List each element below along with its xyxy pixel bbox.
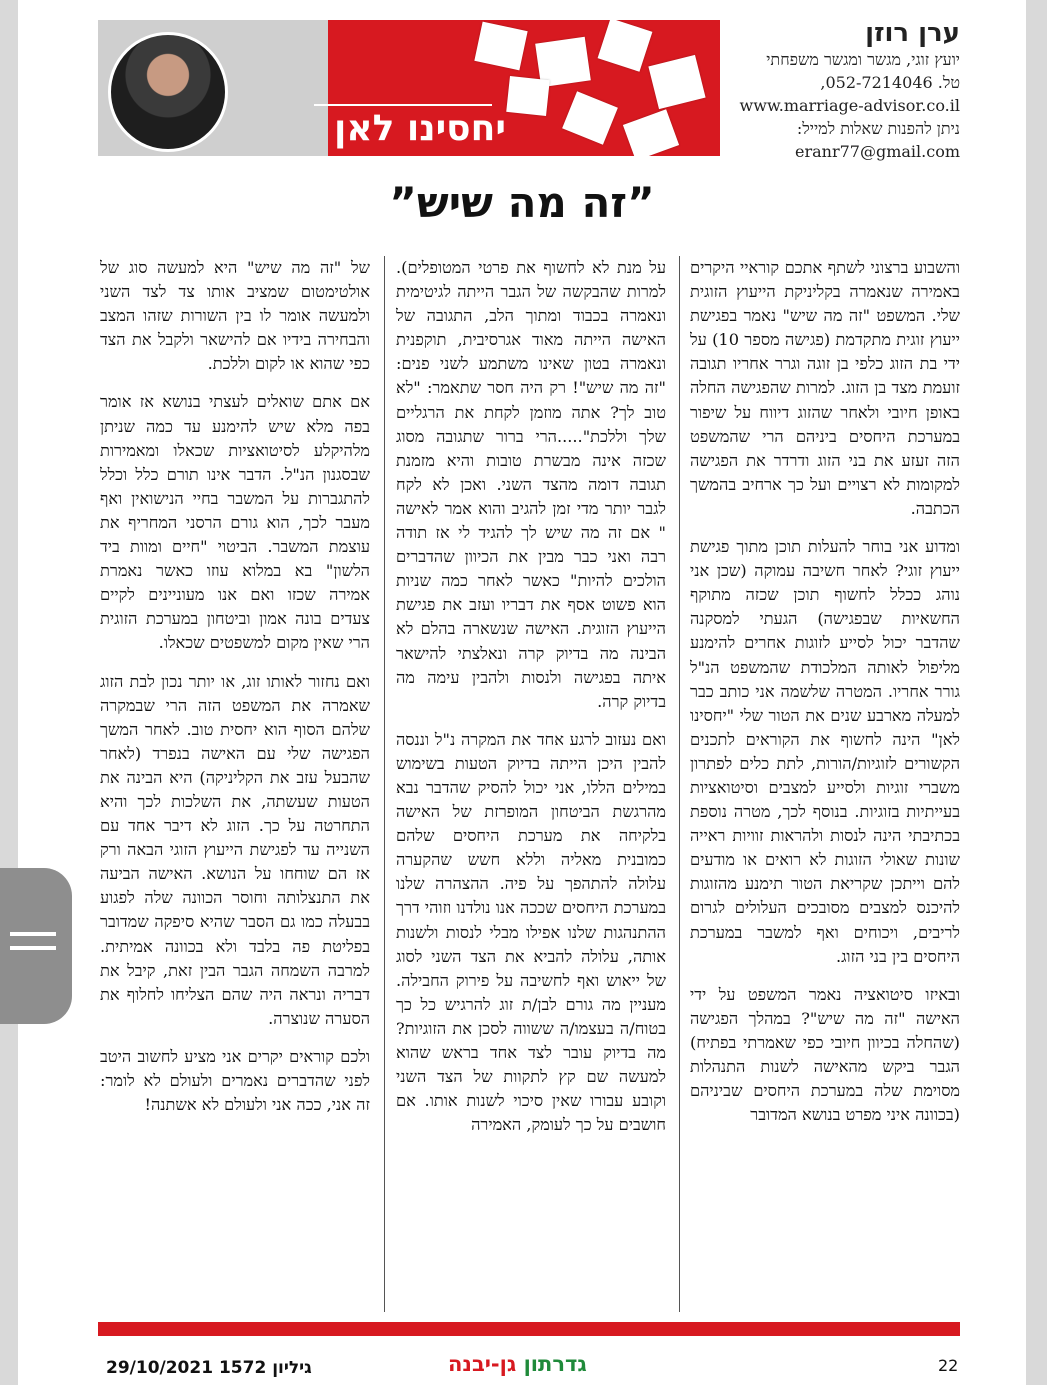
article-column-2: [396, 256, 666, 1312]
author-email-prompt: ניתן להפנות שאלות למייל:: [796, 119, 960, 138]
column-divider: [384, 256, 385, 1312]
author-box: [740, 18, 960, 163]
article-paragraph: אם אתם שואלים לעצתי בנושא אז אומר בפה מלא שיש להימנע עד כמה שניתן מלהיקלע לסיטואציות שכאלו ומאמירות שבסגנון הנ"ל. הדבר אינו תורם כלל וכלל להתגברות על המשבר בחיי הנישואין ואף מעבר לכך, הוא גורם הרסני המחריף את עוצמת המשבר. הביטוי "חיים ומוות ביד הלשון" בא במלוא עוזו כאשר נאמרת אמירה שכזו ואם אנו מעוניינים לקיים צעדים בונה אמון וביטחון במערכת הזוגית הרי שאין מקום למשפטים שכאלו.: [100, 392, 370, 653]
newspaper-page: [18, 0, 1026, 1385]
banner-paper-decoration: [598, 20, 653, 72]
author-name: ערן רוזן: [865, 18, 960, 48]
footer-red-bar: [98, 1322, 960, 1336]
banner-paper-decoration: [648, 55, 705, 109]
article-paragraph: ובאיזו סיטואציה נאמר המשפט על ידי האישה "זה מה שיש"? במהלך הפגישה (שהחלה בכיוון חיובי כפי שאמרתי בפתיח) הגבר ביקש מהאישה לשנות התנהלות מסוימת שלה במערכת היחסים שביניהם (בכוונה איני מפרט בנושא המדובר: [690, 984, 960, 1125]
article-paragraph: על מנת לא לחשוף את פרטי המטופלים). למרות שהבקשה של הגבר הייתה לגיטימית ונאמרה בכבוד ומתוך הלב, התגובה של האישה הייתה מאוד אגרסיבית, תוקפנית ונאמרה בטון שאינו משתמע לשני פנים: "זה מה שיש"! רק היה חסר שתאמר: "לא טוב לך? אתה מוזמן לקחת את הרגליים שלך וללכת".....הרי ברור שתגובה מסוג שכזה אינה מבשרת טובות והיא מזמנת תגובה דומה מהצד השני. ואכן לא לקח לגבר יותר מדי זמן להגיב והוא אמר לאישה " אם זה מה שיש לך להגיד לי אז תודה רבה ואני כבר מבין את הכיוון שהדברים הולכים להיות" כאשר לאחר כמה שניות הוא פשוט אסף את דבריו ועזב את פגישת הייעוץ הזוגית. האישה שנשארה בהלם לא הבינה מה בדיוק קרה ונאלצתי להישאר איתה בפגישה ולנסות ולהבין עימה מה בדיוק קרה.: [396, 258, 666, 711]
logo-accent-text: גן-יבנה: [448, 1352, 517, 1376]
banner-paper-decoration: [623, 109, 679, 156]
article-paragraph: ומדוע אני בוחר להעלות תוכן מתוך פגישת ייעוץ זוגי? לאחר חשיבה עמוקה (שכן אני נוהג ככלל לחשוף תוכן שכזה מתוקף החשאיות שבפגישה) הגעתי למסקנה שהדבר יכול לסייע לזוגות אחרים להימנע מליפול לאותה המלכודת שהמשפט הנ"ל גורר אחריו. המטרה שלשמה אני כותב כבר למעלה מארבע שנים את הטור שלי "יחסינו לאן" הינה לחשוף את הקוראים לתכנים הקשורים לזוגיות/הורות, לתת כלים לפתרון משברי זוגיות ולסייע למצבים וסיטואציות בעייתיות בזוגיות. בנוסף לכך, מטרה נוספת בכתיבתי הינה לנסות ולהראות זוויות ראייה שונות שאולי הזוגות לא רואים או מודעים להם וייתכן שקריאת הטור תימנע מהזוגות להיכנס למצבים מסובכים העלולים לגרום לריבים, ויכוחים ואף למשבר במערכת היחסים בין בני הזוג.: [690, 537, 960, 966]
banner-paper-decoration: [474, 22, 527, 71]
author-role: יועץ זוגי, מגשר ומגשר משפחתי: [766, 50, 960, 69]
article-paragraph: ואם נחזור לאותו זוג, או יותר נכון לבת הזוג שאמרה את המשפט הזה הרי שבמקרה שלהם הסוף הוא יחסית טוב. לאחר המשך הפגישה שלי עם האישה בנפרד (לאחר שהבעל עזב את הקליניקה) היא הבינה את הטעות שעשתה, את השלכות לכך והיא התחרטה על כך. הזוג לא דיבר אחד עם השנייה עד לפגישת הייעוץ הזוגי הבאה ורק אז הם שוחחו על הנושא. האישה הביעה את התנצלותה וחוסר הכוונה שלה לפגוע בבעלה כמו גם הסבר שהיא סיפקה שמדובר בפליטת פה בלבד ולא בכוונה אמיתית. למרבה השמחה הגבר הבין זאת, קיבל את דבריה ונראה היה שהם הצליחו לחלוף את הסערה שנוצרה.: [100, 671, 370, 1028]
author-avatar: [108, 32, 228, 152]
article-paragraph: ואם נעזוב לרגע אחד את המקרה נ"ל וננסה להבין היכן הייתה בדיוק הטעות בשימוש במילים הללו, אני יכול להסיק שהדבר נבא מהרגשת הביטחון המופרזת של האישה בלקיחה את מערכת היחסים שלהם כמובנית מאליה וללא חשש שהקערה עלולה להתהפך על פיה. ההצהרה שלנו במערכת היחסים שככה אנו נולדנו וזוהי דרך ההתנהגות שלנו אפילו מבלי לנסות ולשנות אותה, עלולה להביא את הצד השני לסוג של ייאוש ואף לחשיבה על פירוק החבילה. מעניין מה גורם לבן/ת זוג להרגיש כל כך בטוח/ה בעצמו/ה ששווה לסכן את הזוגיות? מה בדיוק עובר לצד אחד בראש שהוא למעשה שם קץ לתקוות של הצד השני וקובע עבורו שאין סיכוי לשנות אותו. אם חושבים על כך לעומק, האמירה: [396, 729, 666, 1135]
side-drawer-handle[interactable]: [0, 868, 72, 1024]
article-column-1: [690, 256, 960, 1312]
article-paragraph: והשבוע ברצוני לשתף אתכם קוראיי היקרים באמירה שנאמרה בקליניקת הייעוץ הזוגית שלי. המשפט "זה מה שיש" נאמר בפגישת ייעוץ זוגית מתקדמת (פגישה מספר 10) על ידי בת הזוג כלפי בן זוגה וגרר אחריו תגובה זועמת מצד בן הזוג. למרות שהפגישה החלה באופן חיובי ולאחר שהזוג דיווח על שיפור במערכת היחסים ביניהם הרי שהמשפט הזה זעזע את בני הזוג ודרדר את הפגישה למקומות לא רצויים ועל כך ארחיב בהמשך הכתבה.: [690, 258, 960, 518]
author-phone: טל. 052-7214046,: [820, 73, 960, 92]
article-column-3: [100, 256, 370, 1312]
banner-paper-decoration: [562, 91, 618, 145]
handle-grip-icon: [10, 932, 56, 936]
author-website[interactable]: www.marriage-advisor.co.il: [739, 96, 960, 115]
logo-main-text: גדרתון: [523, 1352, 587, 1376]
column-divider: [679, 256, 680, 1312]
issue-date: גיליון 1572 29/10/2021: [106, 1358, 312, 1378]
author-email[interactable]: eranr77@gmail.com: [794, 142, 960, 161]
article-paragraph: ולכם קוראים יקרים אני מציע לחשוב היטב לפני שהדברים נאמרים ולעולם לא לומר: זה אני, ככה אני ולעולם לא אשתנה!: [100, 1046, 370, 1115]
handle-grip-icon: [10, 946, 56, 950]
article-paragraph: של "זה מה שיש" היא למעשה סוג של אולטימטום שמציב אותו צד לצד השני ולמעשה אומר לו בין השורות שזהו המצב והבחירה בידיו אם להישאר ולקבל את הצד כפי שהוא או לקום וללכת.: [100, 258, 370, 374]
publication-logo: [448, 1352, 587, 1376]
banner-divider: [314, 104, 492, 106]
article-headline: ”זה מה שיש”: [389, 178, 655, 227]
column-title: יחסינו לאן: [334, 108, 506, 149]
page-number: 22: [938, 1356, 959, 1375]
